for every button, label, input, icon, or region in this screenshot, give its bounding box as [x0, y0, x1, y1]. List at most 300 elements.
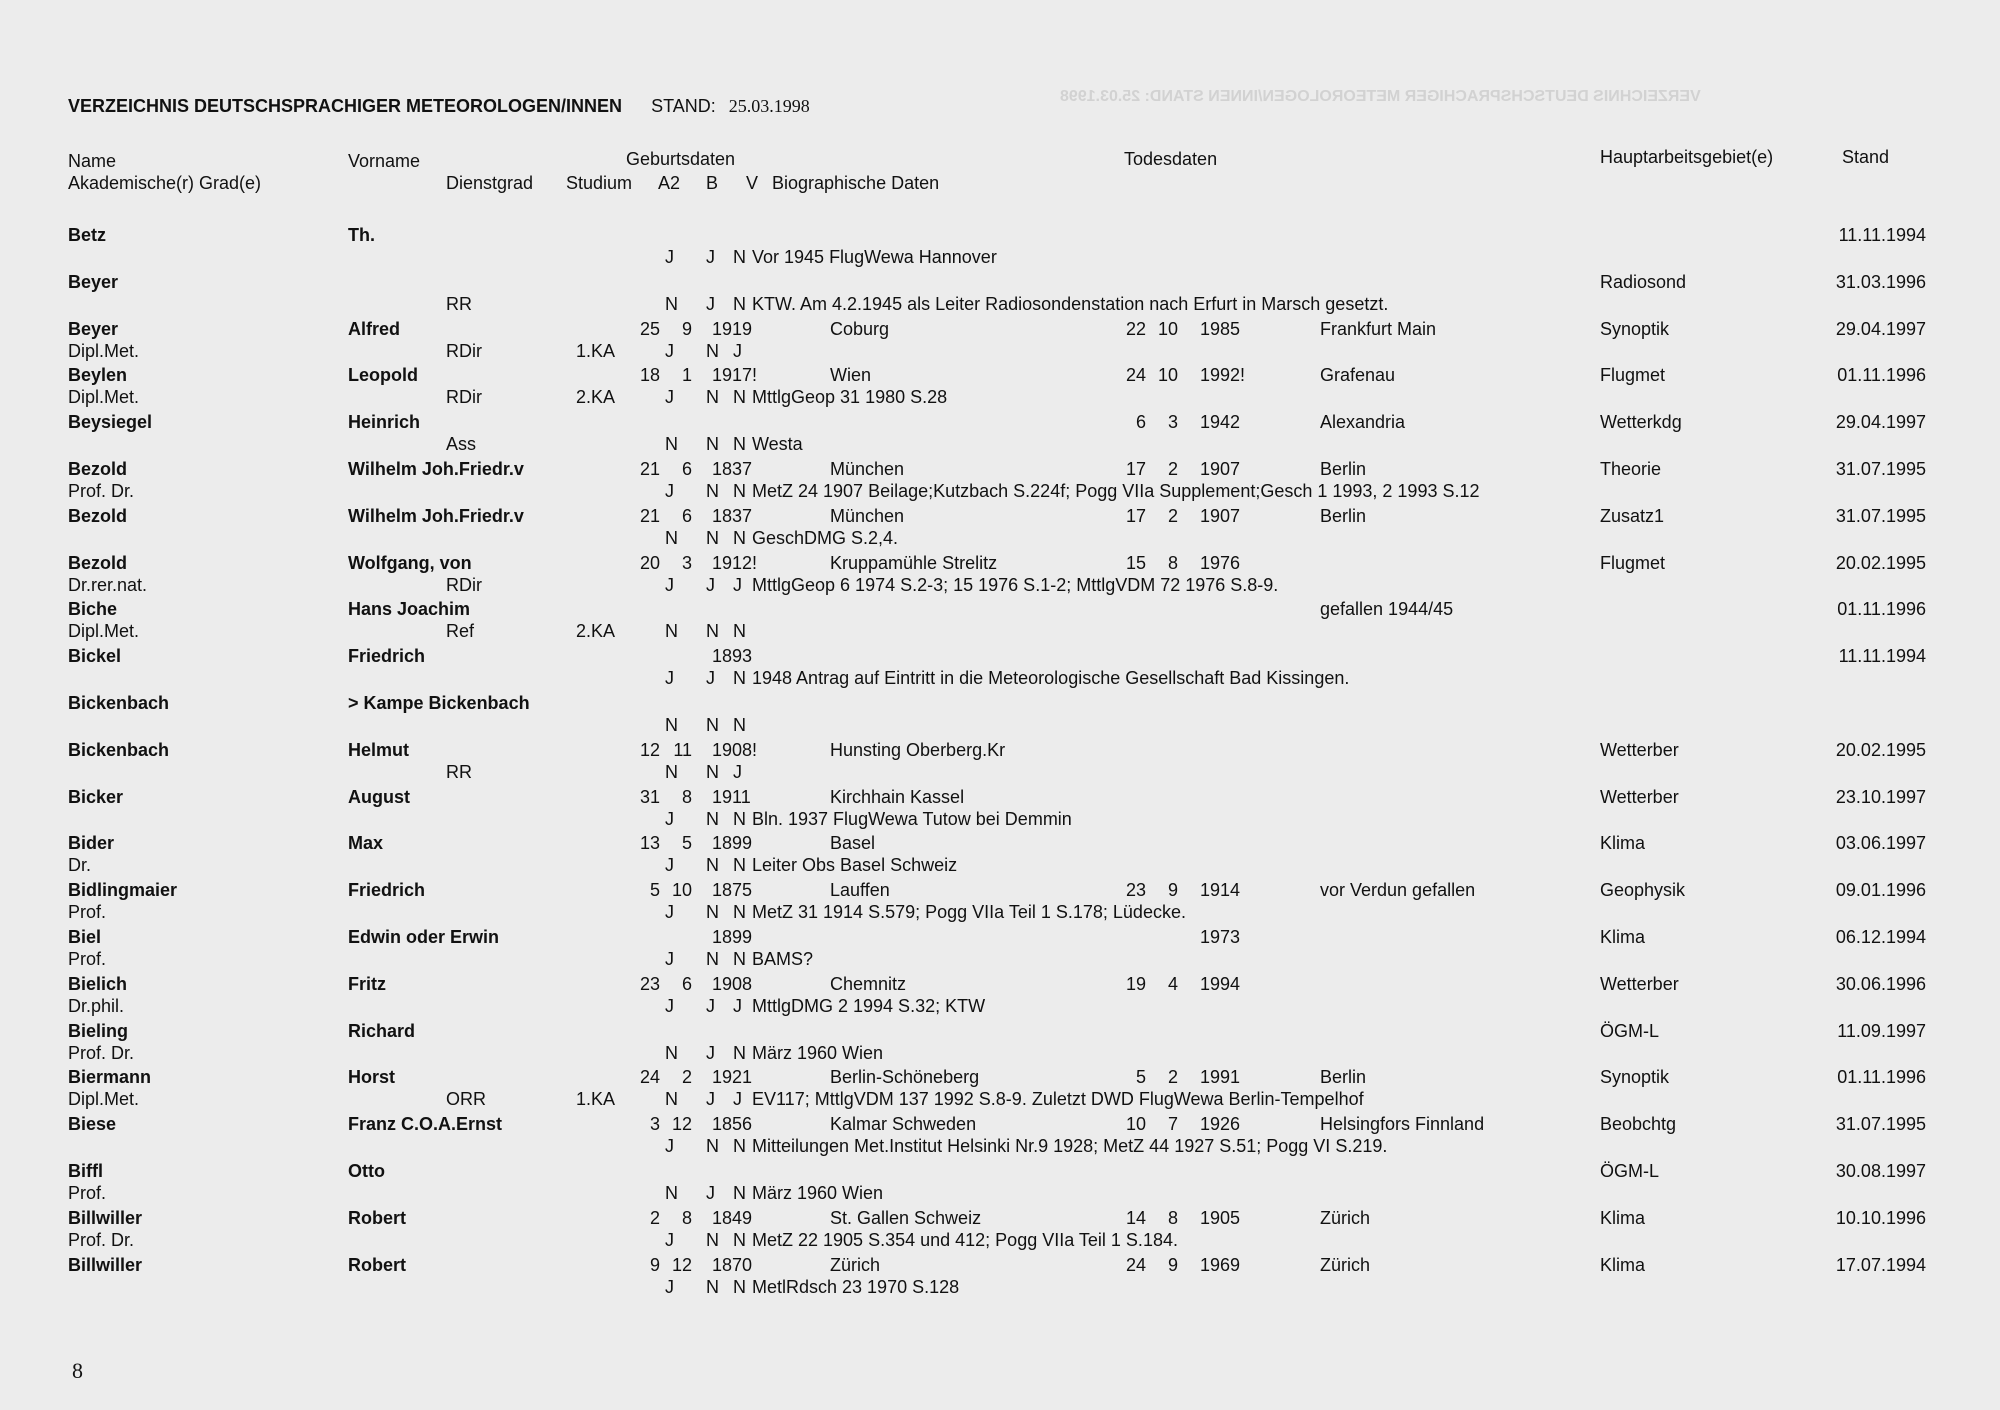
entry-vorname: Otto [348, 1161, 385, 1181]
a2-flag: J [665, 902, 674, 923]
akad-grad: Prof. Dr. [68, 481, 135, 501]
birth-day: 23 [639, 973, 660, 994]
b-flag: N [706, 434, 719, 455]
birth-year: 1921 [712, 1067, 753, 1088]
bio-data: Mitteilungen Met.Institut Helsinki Nr.9 1928; MetZ 44 1927 S.51; Pogg VI S.219. [752, 1136, 1388, 1157]
entry-name: Beyer [68, 271, 119, 292]
entry-vorname: Horst [348, 1067, 396, 1088]
v-flag: N [733, 387, 746, 408]
birth-day: 5 [649, 880, 660, 901]
v-flag: N [733, 1276, 746, 1297]
birth-month: 8 [681, 1207, 692, 1228]
arbeitsgebiet: ÖGM-L [1600, 1020, 1660, 1041]
b-flag: N [706, 808, 719, 829]
entry-name: Bicker [68, 786, 124, 807]
arbeitsgebiet: Wetterber [1600, 973, 1679, 994]
death-month: 3 [1167, 412, 1178, 433]
death-day: 5 [1135, 1067, 1146, 1088]
a2-flag: N [665, 1089, 678, 1110]
dienstgrad: ORR [446, 1089, 486, 1110]
death-day: 19 [1125, 973, 1146, 994]
dienstgrad: RDir [446, 387, 482, 408]
stand-date: 29.04.1997 [1835, 412, 1926, 433]
birth-year: 1912! [712, 552, 758, 573]
b-flag: N [706, 902, 719, 923]
a2-flag: J [665, 387, 674, 408]
death-year: 1991 [1200, 1067, 1241, 1088]
bio-data: MttlgDMG 2 1994 S.32; KTW [752, 995, 986, 1016]
bio-data: Bln. 1937 FlugWewa Tutow bei Demmin [752, 808, 1072, 829]
death-month: 8 [1167, 1207, 1178, 1228]
a2-flag: J [665, 1136, 674, 1157]
entry-vorname: Franz C.O.A.Ernst [348, 1114, 503, 1135]
col-todesdaten: Todesdaten [1124, 149, 1218, 169]
bio-data: BAMS? [752, 949, 814, 969]
stand-date: 11.09.1997 [1837, 1020, 1926, 1041]
death-day: 17 [1125, 459, 1146, 479]
bleed-through-text: VERZEICHNIS DEUTSCHSPRACHIGER METEOROLOGEN/INNEN STAND: 25.03.1998 [1060, 88, 1701, 105]
bio-data: MetlRdsch 23 1970 S.128 [752, 1276, 960, 1297]
death-year: 1985 [1200, 318, 1241, 339]
death-month: 8 [1167, 552, 1178, 573]
death-year: 1992! [1200, 365, 1246, 386]
death-day: 17 [1125, 505, 1146, 526]
stand-date: 03.06.1997 [1835, 833, 1926, 854]
akad-grad: Dr. [68, 855, 92, 876]
v-flag: N [733, 293, 746, 314]
v-flag: N [733, 527, 746, 548]
stand-date: 06.12.1994 [1835, 927, 1926, 947]
death-place: vor Verdun gefallen [1320, 880, 1476, 901]
birth-year: 1911 [712, 786, 751, 807]
birth-place: Kalmar Schweden [830, 1114, 977, 1135]
death-place: Grafenau [1320, 365, 1396, 386]
death-year: 1907 [1200, 459, 1241, 479]
v-flag: N [733, 434, 746, 455]
arbeitsgebiet: Wetterber [1600, 786, 1679, 807]
akad-grad: Dipl.Met. [68, 621, 140, 642]
death-place: Zürich [1320, 1207, 1371, 1228]
birth-day: 20 [639, 552, 660, 573]
birth-month: 6 [681, 505, 692, 526]
birth-day: 13 [639, 833, 660, 854]
col-name: Name [68, 151, 117, 171]
birth-place: Wien [830, 365, 872, 386]
bio-data: Vor 1945 FlugWewa Hannover [752, 247, 997, 267]
arbeitsgebiet: Zusatz1 [1600, 505, 1665, 526]
stand-date: 30.08.1997 [1835, 1161, 1926, 1181]
a2-flag: N [665, 293, 678, 314]
entry-name: Biermann [68, 1067, 152, 1088]
entry-name: Biffl [68, 1161, 103, 1181]
arbeitsgebiet: Klima [1600, 927, 1646, 947]
birth-place: St. Gallen Schweiz [830, 1207, 982, 1228]
birth-month: 6 [681, 459, 692, 479]
a2-flag: J [665, 995, 674, 1016]
death-place: Alexandria [1320, 412, 1406, 433]
studium: 1.KA [576, 340, 616, 361]
b-flag: J [706, 293, 715, 314]
a2-flag: J [665, 1276, 674, 1297]
b-flag: J [706, 1089, 715, 1110]
studium: 1.KA [576, 1089, 616, 1110]
stand-date: 31.07.1995 [1835, 459, 1926, 479]
entry-vorname: Heinrich [348, 412, 421, 433]
entry-vorname: Hans Joachim [348, 599, 471, 620]
arbeitsgebiet: Flugmet [1600, 365, 1666, 386]
col-studium: Studium [566, 173, 633, 193]
death-month: 10 [1157, 318, 1178, 339]
death-place: Zürich [1320, 1254, 1371, 1275]
birth-year: 1908! [712, 739, 758, 760]
col-b: B [706, 173, 719, 193]
col-bio: Biographische Daten [772, 173, 940, 193]
death-place: Berlin [1320, 459, 1367, 479]
bio-data: GeschDMG S.2,4. [752, 527, 899, 548]
b-flag: N [706, 481, 719, 501]
akad-grad: Prof. Dr. [68, 1229, 135, 1250]
death-place: Berlin [1320, 1067, 1367, 1088]
b-flag: J [706, 1183, 715, 1203]
birth-year: 1917! [712, 365, 758, 386]
arbeitsgebiet: Klima [1600, 1254, 1646, 1275]
death-year: 1973 [1200, 927, 1241, 947]
dienstgrad: Ass [446, 434, 477, 455]
arbeitsgebiet: Klima [1600, 1207, 1646, 1228]
death-month: 9 [1167, 880, 1178, 901]
v-flag: N [733, 855, 746, 876]
birth-day: 9 [649, 1254, 660, 1275]
birth-day: 24 [639, 1067, 660, 1088]
death-year: 1926 [1200, 1114, 1241, 1135]
arbeitsgebiet: Geophysik [1600, 880, 1686, 901]
birth-month: 2 [681, 1067, 692, 1088]
a2-flag: N [665, 434, 678, 455]
a2-flag: N [665, 1042, 678, 1063]
a2-flag: N [665, 527, 678, 548]
bio-data: MttlgGeop 31 1980 S.28 [752, 387, 948, 408]
death-year: 1907 [1200, 505, 1241, 526]
bio-data: MetZ 22 1905 S.354 und 412; Pogg VIIa Teil 1 S.184. [752, 1229, 1178, 1250]
v-flag: N [733, 715, 746, 735]
entry-vorname: Richard [348, 1020, 416, 1041]
b-flag: J [706, 247, 715, 267]
entry-name: Bidlingmaier [68, 880, 178, 901]
v-flag: N [733, 808, 746, 829]
entry-name: Billwiller [68, 1254, 143, 1275]
birth-day: 31 [639, 786, 660, 807]
stand-date: 11.11.1994 [1838, 646, 1926, 667]
v-flag: N [733, 949, 746, 969]
birth-month: 12 [671, 1114, 692, 1135]
stand-date: 30.06.1996 [1835, 973, 1926, 994]
birth-place: Kruppamühle Strelitz [830, 552, 998, 573]
arbeitsgebiet: Klima [1600, 833, 1646, 854]
b-flag: N [706, 621, 719, 642]
b-flag: N [706, 1276, 719, 1297]
death-day: 24 [1125, 365, 1146, 386]
bio-data: MetZ 24 1907 Beilage;Kutzbach S.224f; Pogg VIIa Supplement;Gesch 1 1993, 2 1993 S.12 [752, 481, 1480, 501]
entry-name: Bezold [68, 505, 128, 526]
arbeitsgebiet: Theorie [1600, 459, 1662, 479]
v-flag: N [733, 1183, 746, 1203]
death-day: 24 [1125, 1254, 1146, 1275]
b-flag: J [706, 574, 715, 595]
birth-year: 1899 [712, 833, 753, 854]
a2-flag: J [665, 855, 674, 876]
death-month: 2 [1167, 459, 1178, 479]
birth-place: Berlin-Schöneberg [830, 1067, 980, 1088]
bio-data: März 1960 Wien [752, 1042, 884, 1063]
v-flag: J [733, 761, 742, 782]
document-title: VERZEICHNIS DEUTSCHSPRACHIGER METEOROLOGEN/INNEN [68, 96, 623, 116]
entry-name: Beyer [68, 318, 119, 339]
entry-vorname: Wilhelm Joh.Friedr.v [348, 505, 524, 526]
entry-vorname: Edwin oder Erwin [348, 927, 500, 947]
page-number: 8 [72, 1358, 83, 1383]
stand-date: 11.11.1994 [1838, 225, 1926, 245]
stand-date: 23.10.1997 [1835, 786, 1926, 807]
birth-place: Kirchhain Kassel [830, 786, 965, 807]
birth-day: 12 [639, 739, 660, 760]
birth-month: 10 [671, 880, 692, 901]
akad-grad: Dipl.Met. [68, 340, 140, 361]
col-vorname: Vorname [348, 151, 421, 171]
b-flag: N [706, 527, 719, 548]
birth-place: München [830, 505, 905, 526]
entry-vorname: Wilhelm Joh.Friedr.v [348, 459, 524, 479]
dienstgrad: RR [446, 293, 472, 314]
a2-flag: N [665, 1183, 678, 1203]
stand-date: 29.04.1997 [1835, 318, 1926, 339]
bio-data: 1948 Antrag auf Eintritt in die Meteorologische Gesellschaft Bad Kissingen. [752, 668, 1350, 689]
a2-flag: J [665, 481, 674, 501]
birth-month: 8 [681, 786, 692, 807]
bio-data: KTW. Am 4.2.1945 als Leiter Radiosondenstation nach Erfurt in Marsch gesetzt. [752, 293, 1389, 314]
b-flag: N [706, 1136, 719, 1157]
v-flag: N [733, 1042, 746, 1063]
stand-date: 31.07.1995 [1835, 1114, 1926, 1135]
entry-name: Biche [68, 599, 118, 620]
v-flag: J [733, 1089, 742, 1110]
v-flag: N [733, 481, 746, 501]
birth-day: 21 [639, 505, 660, 526]
akad-grad: Prof. [68, 902, 107, 923]
arbeitsgebiet: Synoptik [1600, 318, 1670, 339]
entry-vorname: > Kampe Bickenbach [348, 693, 530, 713]
birth-place: Basel [830, 833, 876, 854]
entry-name: Bider [68, 833, 115, 854]
death-year: 1942 [1200, 412, 1241, 433]
akad-grad: Prof. Dr. [68, 1042, 135, 1063]
death-day: 10 [1125, 1114, 1146, 1135]
death-year: 1914 [1200, 880, 1241, 901]
a2-flag: J [665, 340, 674, 361]
death-month: 2 [1167, 1067, 1178, 1088]
bio-data: EV117; MttlgVDM 137 1992 S.8-9. Zuletzt DWD FlugWewa Berlin-Tempelhof [752, 1089, 1364, 1110]
birth-year: 1893 [712, 646, 753, 667]
entry-vorname: Alfred [348, 318, 401, 339]
entry-name: Beysiegel [68, 412, 153, 433]
birth-day: 25 [639, 318, 660, 339]
studium: 2.KA [576, 621, 616, 642]
akad-grad: Prof. [68, 1183, 107, 1203]
b-flag: N [706, 855, 719, 876]
document-header [68, 96, 810, 117]
birth-year: 1837 [712, 459, 753, 479]
stand-date: 01.11.1996 [1837, 599, 1926, 620]
bio-data: Leiter Obs Basel Schweiz [752, 855, 958, 876]
arbeitsgebiet: Synoptik [1600, 1067, 1670, 1088]
akad-grad: Dipl.Met. [68, 1089, 140, 1110]
death-place: Berlin [1320, 505, 1367, 526]
arbeitsgebiet: Wetterber [1600, 739, 1679, 760]
arbeitsgebiet: Flugmet [1600, 552, 1666, 573]
bio-data: März 1960 Wien [752, 1183, 884, 1203]
entry-vorname: Th. [348, 225, 375, 245]
death-place: Helsingfors Finnland [1320, 1114, 1485, 1135]
dienstgrad: Ref [446, 621, 475, 642]
v-flag: J [733, 995, 742, 1016]
entry-name: Bickenbach [68, 739, 170, 760]
b-flag: J [706, 995, 715, 1016]
stand-date: 10.10.1996 [1835, 1207, 1926, 1228]
col-akad-grad: Akademische(r) Grad(e) [68, 173, 262, 193]
b-flag: N [706, 1229, 719, 1250]
death-year: 1976 [1200, 552, 1241, 573]
col-a2: A2 [658, 173, 681, 193]
v-flag: N [733, 668, 746, 689]
entry-vorname: Max [348, 833, 384, 854]
col-dienstgrad: Dienstgrad [446, 173, 534, 193]
entry-vorname: Wolfgang, von [348, 552, 472, 573]
a2-flag: N [665, 715, 678, 735]
entry-name: Bezold [68, 552, 128, 573]
bio-data: MttlgGeop 6 1974 S.2-3; 15 1976 S.1-2; MttlgVDM 72 1976 S.8-9. [752, 574, 1279, 595]
entry-vorname: Helmut [348, 739, 410, 760]
stand-date: 01.11.1996 [1837, 365, 1926, 386]
akad-grad: Dr.phil. [68, 995, 125, 1016]
death-place: Frankfurt Main [1320, 318, 1437, 339]
stand-date: 31.07.1995 [1835, 505, 1926, 526]
entry-name: Bielich [68, 973, 128, 994]
a2-flag: J [665, 668, 674, 689]
a2-flag: J [665, 247, 674, 267]
b-flag: J [706, 1042, 715, 1063]
death-day: 14 [1125, 1207, 1146, 1228]
v-flag: N [733, 902, 746, 923]
bio-data: MetZ 31 1914 S.579; Pogg VIIa Teil 1 S.178; Lüdecke. [752, 902, 1186, 923]
b-flag: N [706, 761, 719, 782]
death-month: 2 [1167, 505, 1178, 526]
entry-name: Billwiller [68, 1207, 143, 1228]
birth-month: 11 [673, 739, 692, 760]
studium: 2.KA [576, 387, 616, 408]
birth-year: 1899 [712, 927, 753, 947]
birth-day: 2 [649, 1207, 660, 1228]
birth-place: Chemnitz [830, 973, 907, 994]
death-year: 1969 [1200, 1254, 1241, 1275]
b-flag: N [706, 949, 719, 969]
b-flag: N [706, 715, 719, 735]
entry-vorname: Robert [348, 1207, 406, 1228]
birth-year: 1849 [712, 1207, 753, 1228]
death-month: 10 [1157, 365, 1178, 386]
arbeitsgebiet: Wetterkdg [1600, 412, 1682, 433]
b-flag: N [706, 340, 719, 361]
entry-name: Bieling [68, 1020, 129, 1041]
a2-flag: J [665, 1229, 674, 1250]
birth-month: 5 [681, 833, 692, 854]
entry-name: Biese [68, 1114, 117, 1135]
entry-name: Beylen [68, 365, 128, 386]
dienstgrad: RDir [446, 340, 482, 361]
col-geburtsdaten: Geburtsdaten [626, 149, 736, 169]
col-hauptarbeitsgebiet: Hauptarbeitsgebiet(e) [1600, 147, 1774, 167]
death-place: gefallen 1944/45 [1320, 599, 1454, 620]
col-stand: Stand [1842, 147, 1890, 167]
death-day: 23 [1125, 880, 1146, 901]
b-flag: J [706, 668, 715, 689]
stand-date: 25.03.1998 [728, 96, 810, 116]
arbeitsgebiet: Beobchtg [1600, 1114, 1677, 1135]
birth-day: 3 [649, 1114, 660, 1135]
stand-date: 09.01.1996 [1835, 880, 1926, 901]
birth-year: 1919 [712, 318, 753, 339]
a2-flag: J [665, 949, 674, 969]
b-flag: N [706, 387, 719, 408]
birth-place: Zürich [830, 1254, 881, 1275]
stand-date: 20.02.1995 [1835, 552, 1926, 573]
akad-grad: Prof. [68, 949, 107, 969]
col-v: V [746, 173, 759, 193]
birth-year: 1875 [712, 880, 753, 901]
birth-year: 1908 [712, 973, 753, 994]
death-year: 1905 [1200, 1207, 1241, 1228]
stand-label: STAND: [651, 96, 716, 116]
birth-day: 21 [639, 459, 660, 479]
v-flag: J [733, 574, 742, 595]
a2-flag: J [665, 574, 674, 595]
entry-vorname: Leopold [348, 365, 418, 386]
death-month: 4 [1167, 973, 1178, 994]
akad-grad: Dr.rer.nat. [68, 574, 148, 595]
arbeitsgebiet: Radiosond [1600, 271, 1687, 292]
a2-flag: J [665, 808, 674, 829]
death-day: 6 [1135, 412, 1146, 433]
birth-place: Lauffen [830, 880, 890, 901]
birth-place: München [830, 459, 905, 479]
v-flag: J [733, 340, 742, 361]
akad-grad: Dipl.Met. [68, 387, 140, 408]
entry-vorname: Friedrich [348, 880, 426, 901]
v-flag: N [733, 621, 746, 642]
entry-name: Betz [68, 225, 107, 245]
death-day: 15 [1125, 552, 1146, 573]
entry-name: Bickel [68, 646, 122, 667]
death-year: 1994 [1200, 973, 1241, 994]
dienstgrad: RDir [446, 574, 482, 595]
birth-month: 12 [671, 1254, 692, 1275]
dienstgrad: RR [446, 761, 472, 782]
a2-flag: N [665, 621, 678, 642]
stand-date: 01.11.1996 [1837, 1067, 1926, 1088]
arbeitsgebiet: ÖGM-L [1600, 1161, 1660, 1181]
death-month: 7 [1167, 1114, 1178, 1135]
death-month: 9 [1167, 1254, 1178, 1275]
death-day: 22 [1125, 318, 1146, 339]
birth-day: 18 [639, 365, 660, 386]
